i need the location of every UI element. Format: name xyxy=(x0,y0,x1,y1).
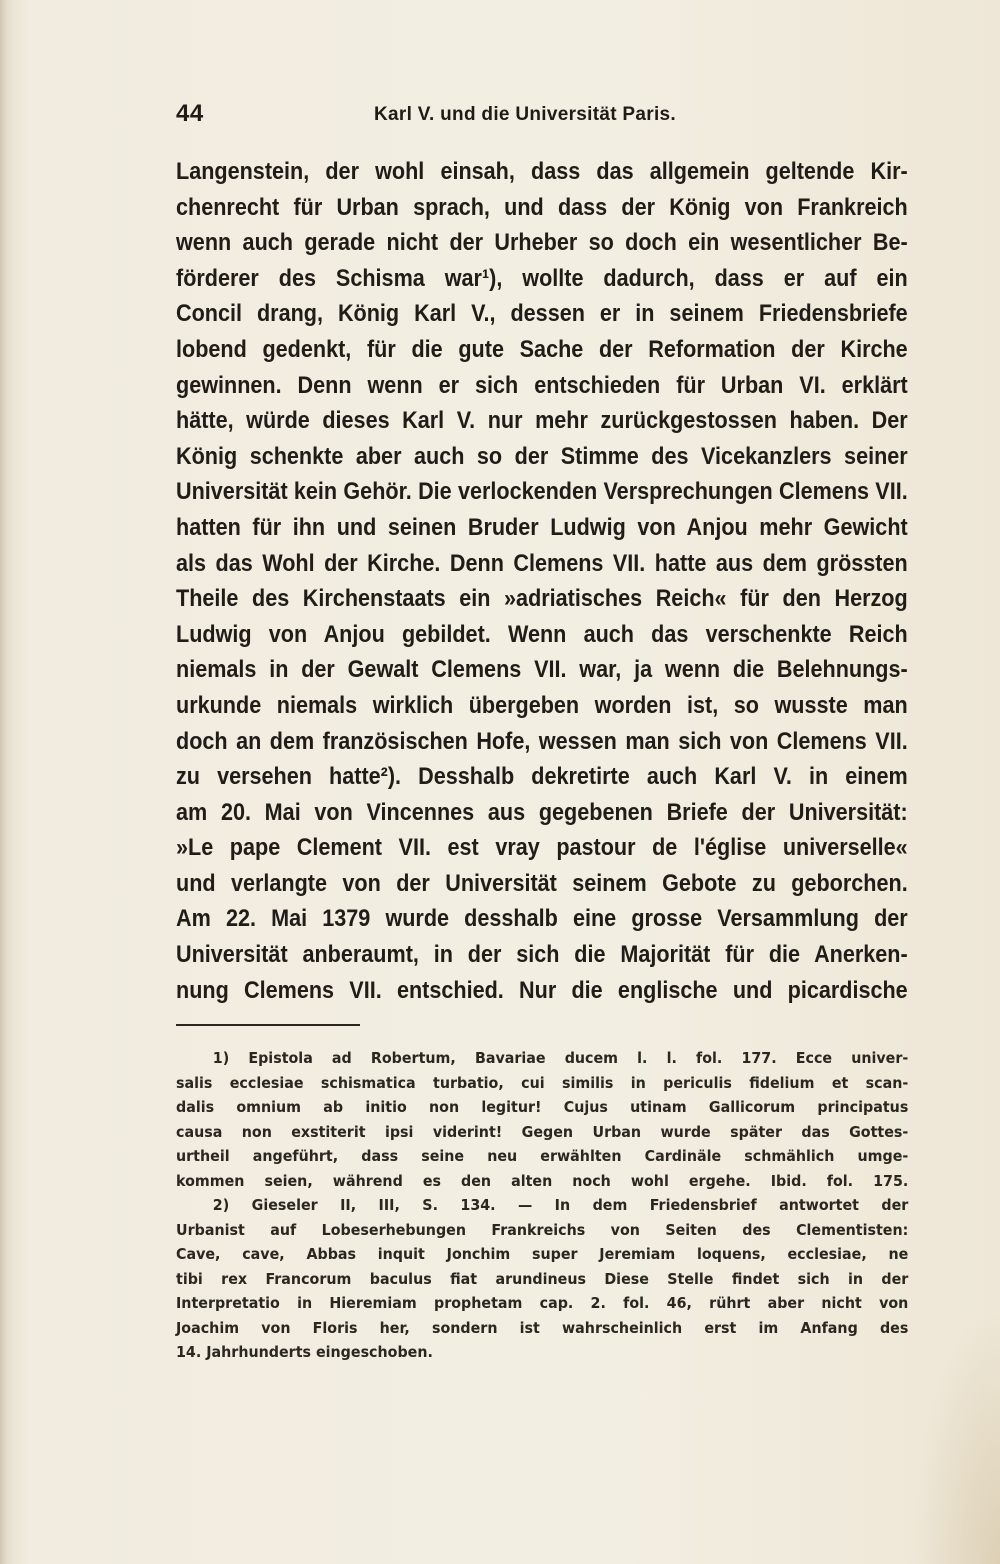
footnote-line: Joachim von Floris her, sondern ist wahrscheinlich erst im Anfang des xyxy=(176,1318,909,1337)
body-line: und verlangte von der Universität seinem Gebote zu geborchen. xyxy=(176,869,908,897)
body-line: gewinnen. Denn wenn er sich entschieden für Urban VI. erklärt xyxy=(176,371,908,399)
body-line: Am 22. Mai 1379 wurde desshalb eine grosse Versammlung der xyxy=(176,905,908,933)
body-line: Concil drang, König Karl V., dessen er in seinem Friedensbriefe xyxy=(176,300,908,328)
body-line: nung Clemens VII. entschied. Nur die englische und picardische xyxy=(176,976,908,1004)
footnote-line: Urbanist auf Lobeserhebungen Frankreichs von Seiten des Clementisten: xyxy=(176,1220,909,1239)
footnote-line: Cave, cave, Abbas inquit Jonchim super Jeremiam loquens, ecclesiae, ne xyxy=(176,1245,909,1263)
footnote-line: 2) Gieseler II, III, S. 134. — In dem Friedensbrief antwortet der xyxy=(212,1196,909,1214)
body-line: förderer des Schisma war¹), wollte dadurch, dass er auf ein xyxy=(176,264,908,292)
body-text xyxy=(176,154,908,1008)
body-line: zu versehen hatte²). Desshalb dekretirte auch Karl V. in einem xyxy=(176,763,908,791)
body-line: chenrecht für Urban sprach, und dass der König von Frankreich xyxy=(176,193,908,221)
page-binding-edge xyxy=(0,0,14,1564)
footnote-line: dalis omnium ab initio non legitur! Cujus utinam Gallicorum principatus xyxy=(176,1098,909,1116)
body-line: hatten für ihn und seinen Bruder Ludwig von Anjou mehr Gewicht xyxy=(176,513,908,541)
page-header xyxy=(176,100,908,134)
page-stain xyxy=(910,1304,1000,1564)
body-line: niemals in der Gewalt Clemens VII. war, ja wenn die Belehnungs- xyxy=(176,656,908,684)
body-line: lobend gedenkt, für die gute Sache der Reformation der Kirche xyxy=(176,335,908,363)
body-line: Universität kein Gehör. Die verlockenden Versprechungen Clemens VII. xyxy=(176,478,908,506)
body-line: wenn auch gerade nicht der Urheber so doch ein wesentlicher Be- xyxy=(176,229,908,257)
body-line: Ludwig von Anjou gebildet. Wenn auch das verschenkte Reich xyxy=(176,620,908,648)
body-line: »Le pape Clement VII. est vray pastour de l'église universelle« xyxy=(176,834,908,862)
body-line: urkunde niemals wirklich übergeben worden ist, so wusste man xyxy=(176,691,908,719)
body-line: am 20. Mai von Vincennes aus gegebenen Briefe der Universität: xyxy=(176,798,908,826)
body-line: Langenstein, der wohl einsah, dass das allgemein geltende Kir- xyxy=(176,158,908,185)
footnote-line: 1) Epistola ad Robertum, Bavariae ducem l. l. fol. 177. Ecce univer- xyxy=(212,1049,909,1067)
body-line: Universität anberaumt, in der sich die Majorität für die Anerken- xyxy=(176,941,908,969)
footnote-rule xyxy=(176,1024,360,1026)
footnote-line: urtheil angeführt, dass seine neu erwählten Cardinäle schmählich umge- xyxy=(176,1147,909,1165)
body-line: doch an dem französischen Hofe, wessen man sich von Clemens VII. xyxy=(176,727,908,755)
footnotes xyxy=(176,1046,908,1365)
footnote-line: causa non exstiterit ipsi viderint! Gegen Urban wurde später das Gottes- xyxy=(176,1122,909,1141)
body-line: als das Wohl der Kirche. Denn Clemens VII. hatte aus dem grössten xyxy=(176,549,908,577)
body-line: König schenkte aber auch so der Stimme des Vicekanzlers seiner xyxy=(176,442,908,470)
footnote-line: salis ecclesiae schismatica turbatio, cui similis in periculis fidelium et scan- xyxy=(176,1073,909,1092)
body-line: Theile des Kirchenstaats ein »adriatisches Reich« für den Herzog xyxy=(176,585,908,613)
footnote-line: kommen seien, während es den alten noch wohl ergehe. Ibid. fol. 175. xyxy=(176,1171,909,1190)
footnote-line: Interpretatio in Hieremiam prophetam cap. 2. fol. 46, rührt aber nicht von xyxy=(176,1294,909,1312)
running-title: Karl V. und die Universität Paris. xyxy=(374,104,676,125)
footnote-line: 14. Jahrhunderts eingeschoben. xyxy=(176,1343,433,1361)
body-line: hätte, würde dieses Karl V. nur mehr zurückgestossen haben. Der xyxy=(176,407,908,435)
page-number: 44 xyxy=(176,100,204,127)
footnote-line: tibi rex Francorum baculus fiat arundineus Diese Stelle findet sich in der xyxy=(176,1269,909,1288)
